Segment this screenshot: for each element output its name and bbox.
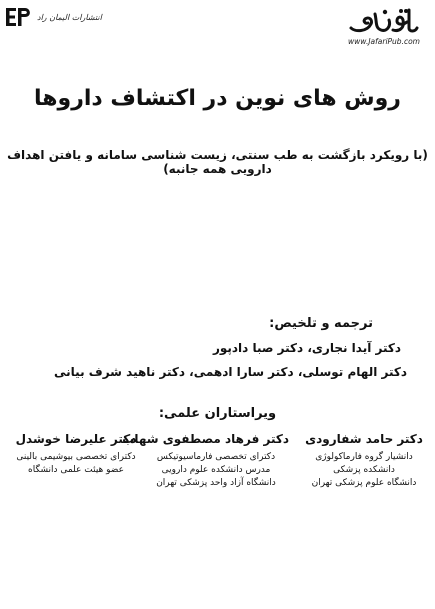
editor-1 <box>305 430 423 490</box>
editor-affiliation-line: دکترای تخصصی فارماسیوتیکس <box>156 452 276 462</box>
jafari-url: www.JafariPub.com <box>348 37 420 46</box>
editor-affiliation-line: دانشیار گروه فارماکولوژی <box>315 452 413 462</box>
editor-affiliation-line: عضو هیئت علمی دانشگاه <box>28 465 124 475</box>
editor-affiliation-line: دکترای تخصصی بیوشیمی بالینی <box>16 452 136 462</box>
publisher-ep-icon <box>4 6 34 28</box>
editor-name: دکتر حامد شفارودی <box>305 432 423 446</box>
book-subtitle: (با رویکرد بازگشت به طب سنتی، زیست شناسی سامانه و یافتن اهداف دارویی همه جانبه) <box>7 148 428 176</box>
jafari-calligraphy-icon <box>345 6 423 36</box>
editor-3 <box>12 430 140 477</box>
translators-line-1: دکتر آیدا نجاری، دکتر صبا دادپور <box>212 341 401 355</box>
editor-affiliation-line: مدرس دانشکده علوم دارویی <box>161 465 271 475</box>
editor-affiliation-line: دانشگاه آزاد واحد پزشکی تهران <box>156 478 276 488</box>
publisher-name: انتشارات الیمان راد <box>37 12 102 22</box>
jafari-logo <box>339 6 429 46</box>
editor-2 <box>122 430 289 490</box>
editor-affiliation-line: دانشکده پزشکی <box>333 465 395 475</box>
editor-name: دکتر علیرضا خوشدل <box>15 432 137 446</box>
translation-heading: ترجمه و تلخیص: <box>269 316 373 331</box>
book-title: روش های نوین در اکتشاف داروها <box>34 86 401 111</box>
editor-affiliation-line: دانشگاه علوم پزشکی تهران <box>311 478 417 488</box>
translation-block <box>7 314 407 382</box>
translators-line-2: دکتر الهام توسلی، دکتر سارا ادهمی، دکتر ناهید شرف بیانی <box>54 365 407 379</box>
editor-name: دکتر فرهاد مصطفوی شهاب <box>122 432 289 446</box>
editors-heading: ویراستاران علمی: <box>158 406 277 421</box>
publisher-logo <box>4 6 102 28</box>
